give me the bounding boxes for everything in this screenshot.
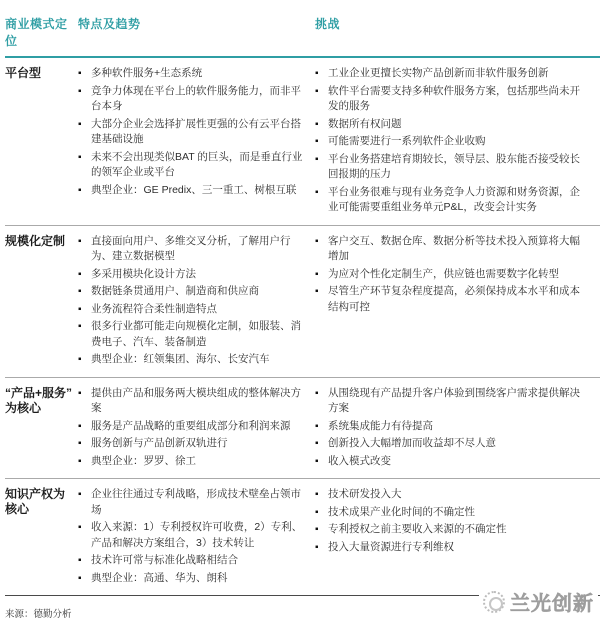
features-list [78, 487, 315, 588]
bullet-item: ▪ 专利授权之前主要收入来源的不确定性 [315, 522, 590, 538]
watermark-text: 兰光创新 [510, 593, 594, 615]
bullet-item: ▪ 典型企业：GE Predix、三一重工、树根互联 [78, 183, 305, 199]
bullet-item: ▪ 服务是产品战略的重要组成部分和利润来源 [78, 419, 305, 435]
bullet-item: ▪ 提供由产品和服务两大模块组成的整体解决方案 [78, 386, 305, 417]
bullet-item: ▪ 投入大量资源进行专利维权 [315, 540, 590, 556]
bullet-item: ▪ 大部分企业会选择扩展性更强的公有云平台搭建基础设施 [78, 117, 305, 148]
bullet-item: ▪ 典型企业：红领集团、海尔、长安汽车 [78, 352, 305, 368]
watermark-logo-icon [483, 591, 505, 613]
bullet-item: ▪ 多采用模块化设计方法 [78, 267, 305, 283]
watermark [479, 585, 598, 618]
features-list [78, 66, 315, 218]
table-row [5, 58, 600, 226]
table-footer [5, 595, 600, 620]
bullet-item: ▪ 为应对个性化定制生产，供应链也需要数字化转型 [315, 267, 590, 283]
challenges-list [315, 487, 600, 588]
column-header-features: 特点及趋势 [78, 17, 141, 31]
table-body [5, 58, 600, 595]
challenges-list [315, 234, 600, 370]
row-label: 平台型 [5, 66, 42, 80]
features-list [78, 386, 315, 472]
row-label: 知识产权为核心 [5, 487, 66, 516]
table-row [5, 378, 600, 480]
table-row [5, 226, 600, 378]
bullet-item: ▪ 可能需要进行一系列软件企业收购 [315, 134, 590, 150]
bullet-item: ▪ 软件平台需要支持多种软件服务方案，包括那些尚未开发的服务 [315, 84, 590, 115]
bullet-item: ▪ 平台业务很难与现有业务竞争人力资源和财务资源，企业可能需要重组业务单元P&L，改变会计实务 [315, 185, 590, 216]
challenges-list [315, 386, 600, 472]
table-header-row [5, 9, 600, 58]
bullet-item: ▪ 技术研发投入大 [315, 487, 590, 503]
bullet-item: ▪ 未来不会出现类似BAT 的巨头，而是垂直行业的领军企业或平台 [78, 150, 305, 181]
features-list [78, 234, 315, 370]
bullet-item: ▪ 业务流程符合柔性制造特点 [78, 302, 305, 318]
challenges-list [315, 66, 600, 218]
bullet-item: ▪ 尽管生产环节复杂程度提高，必须保持成本水平和成本结构可控 [315, 284, 590, 315]
column-header-challenges: 挑战 [315, 17, 341, 31]
bullet-item: ▪ 多种软件服务+生态系统 [78, 66, 305, 82]
bullet-item: ▪ 技术成果产业化时间的不确定性 [315, 505, 590, 521]
bullet-item: ▪ 从围绕现有产品提升客户体验到围绕客户需求提供解决方案 [315, 386, 590, 417]
bullet-item: ▪ 服务创新与产品创新双轨进行 [78, 436, 305, 452]
bullet-item: ▪ 客户交互、数据仓库、数据分析等技术投入预算将大幅增加 [315, 234, 590, 265]
row-label: “产品+服务” 为核心 [5, 385, 73, 415]
bullet-item: ▪ 数据所有权问题 [315, 117, 590, 133]
bullet-item: ▪ 典型企业：罗罗、徐工 [78, 454, 305, 470]
bullet-item: ▪ 技术许可常与标准化战略相结合 [78, 553, 305, 569]
bullet-item: ▪ 很多行业都可能走向规模化定制，如服装、消费电子、汽车、装备制造 [78, 319, 305, 350]
source-note: 来源：德勤分析 [5, 609, 72, 620]
bullet-item: ▪ 直接面向用户、多维交叉分析，了解用户行为、建立数据模型 [78, 234, 305, 265]
bullet-item: ▪ 系统集成能力有待提高 [315, 419, 590, 435]
bullet-item: ▪ 创新投入大幅增加而收益却不尽人意 [315, 436, 590, 452]
table-row [5, 479, 600, 595]
column-header-business-model: 商业模式定位 [5, 17, 68, 48]
bullet-item: ▪ 工业企业更擅长实物产品创新而非软件服务创新 [315, 66, 590, 82]
bullet-item: ▪ 收入来源：1）专利授权许可收费，2）专利、产品和解决方案组合，3）技术转让 [78, 520, 305, 551]
bullet-item: ▪ 典型企业：高通、华为、朗科 [78, 571, 305, 587]
bullet-item: ▪ 收入模式改变 [315, 454, 590, 470]
bullet-item: ▪ 竞争力体现在平台上的软件服务能力，而非平台本身 [78, 84, 305, 115]
bullet-item: ▪ 企业往往通过专利战略，形成技术壁垒占领市场 [78, 487, 305, 518]
bullet-item: ▪ 平台业务搭建培育期较长，领导层、股东能否接受较长回报期的压力 [315, 152, 590, 183]
bullet-item: ▪ 数据链条贯通用户、制造商和供应商 [78, 284, 305, 300]
row-label: 规模化定制 [5, 233, 66, 248]
